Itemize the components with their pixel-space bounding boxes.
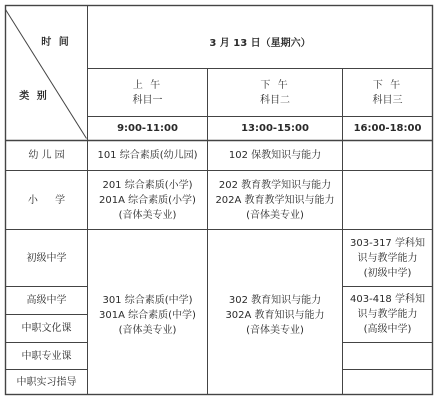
exam-date: 3 月 13 日（星期六） (209, 37, 311, 49)
cell-kindergarten-subject-1: 101 综合素质(幼儿园) (97, 150, 198, 161)
category-kindergarten: 幼 儿 园 (28, 150, 65, 161)
cell-secondary-subject-1 (88, 286, 207, 344)
cell-kindergarten-subject-2: 102 保教知识与能力 (228, 150, 322, 161)
corner-category-label: 类 别 (19, 90, 49, 102)
cell-line: 201 综合素质(小学) (102, 179, 193, 191)
cell-line: 403-418 学科知 (350, 294, 425, 305)
cell-line: (音体美专业) (246, 324, 304, 336)
session-3-subject: 科目三 (372, 95, 403, 106)
cell-secondary-subject-2 (208, 286, 342, 344)
category-vocational-culture: 中职文化课 (21, 323, 72, 334)
cell-primary-subject-2 (208, 171, 342, 229)
corner-time-label: 时 间 (41, 36, 71, 48)
cell-line: 201A 综合素质(小学) (99, 194, 196, 206)
cell-line: (音体美专业) (118, 209, 177, 221)
cell-line: (音体美专业) (246, 209, 304, 221)
session-2-header (208, 72, 342, 114)
session-3-time: 16:00-18:00 (353, 123, 422, 134)
cell-line: 303-317 学科知 (350, 237, 425, 249)
cell-primary-subject-1 (88, 171, 207, 229)
session-1-header (88, 72, 207, 114)
category-junior-high: 初级中学 (26, 252, 67, 264)
category-primary: 小 学 (27, 194, 66, 206)
cell-line: 302A 教育知识与能力 (225, 309, 325, 321)
session-3-period: 下 午 (372, 80, 403, 91)
cell-line: 302 教育知识与能力 (228, 294, 322, 306)
cell-line: 识与教学能力 (357, 309, 418, 320)
cell-line: (音体美专业) (118, 324, 177, 336)
category-vocational-professional: 中职专业课 (21, 350, 72, 362)
cell-line: 202 教育教学知识与能力 (218, 179, 332, 191)
cell-line: 301A 综合素质(中学) (99, 309, 196, 321)
cell-line: (高级中学) (363, 324, 412, 335)
cell-line: 202A 教育教学知识与能力 (215, 194, 335, 206)
cell-line: 301 综合素质(中学) (102, 294, 193, 306)
session-1-subject: 科目一 (132, 95, 163, 106)
cell-senior-subject-3 (343, 288, 432, 341)
session-3-header (343, 72, 432, 114)
cell-junior-subject-3 (343, 232, 432, 284)
category-senior-high: 高级中学 (26, 295, 67, 306)
session-1-period: 上 午 (132, 80, 163, 91)
session-2-subject: 科目二 (260, 95, 290, 106)
session-1-time: 9:00-11:00 (117, 123, 178, 134)
category-vocational-internship: 中职实习指导 (16, 376, 77, 388)
cell-line: 识与教学能力 (357, 252, 418, 264)
session-2-period: 下 午 (260, 80, 290, 91)
cell-line: (初级中学) (363, 267, 412, 279)
session-2-time: 13:00-15:00 (241, 123, 309, 134)
